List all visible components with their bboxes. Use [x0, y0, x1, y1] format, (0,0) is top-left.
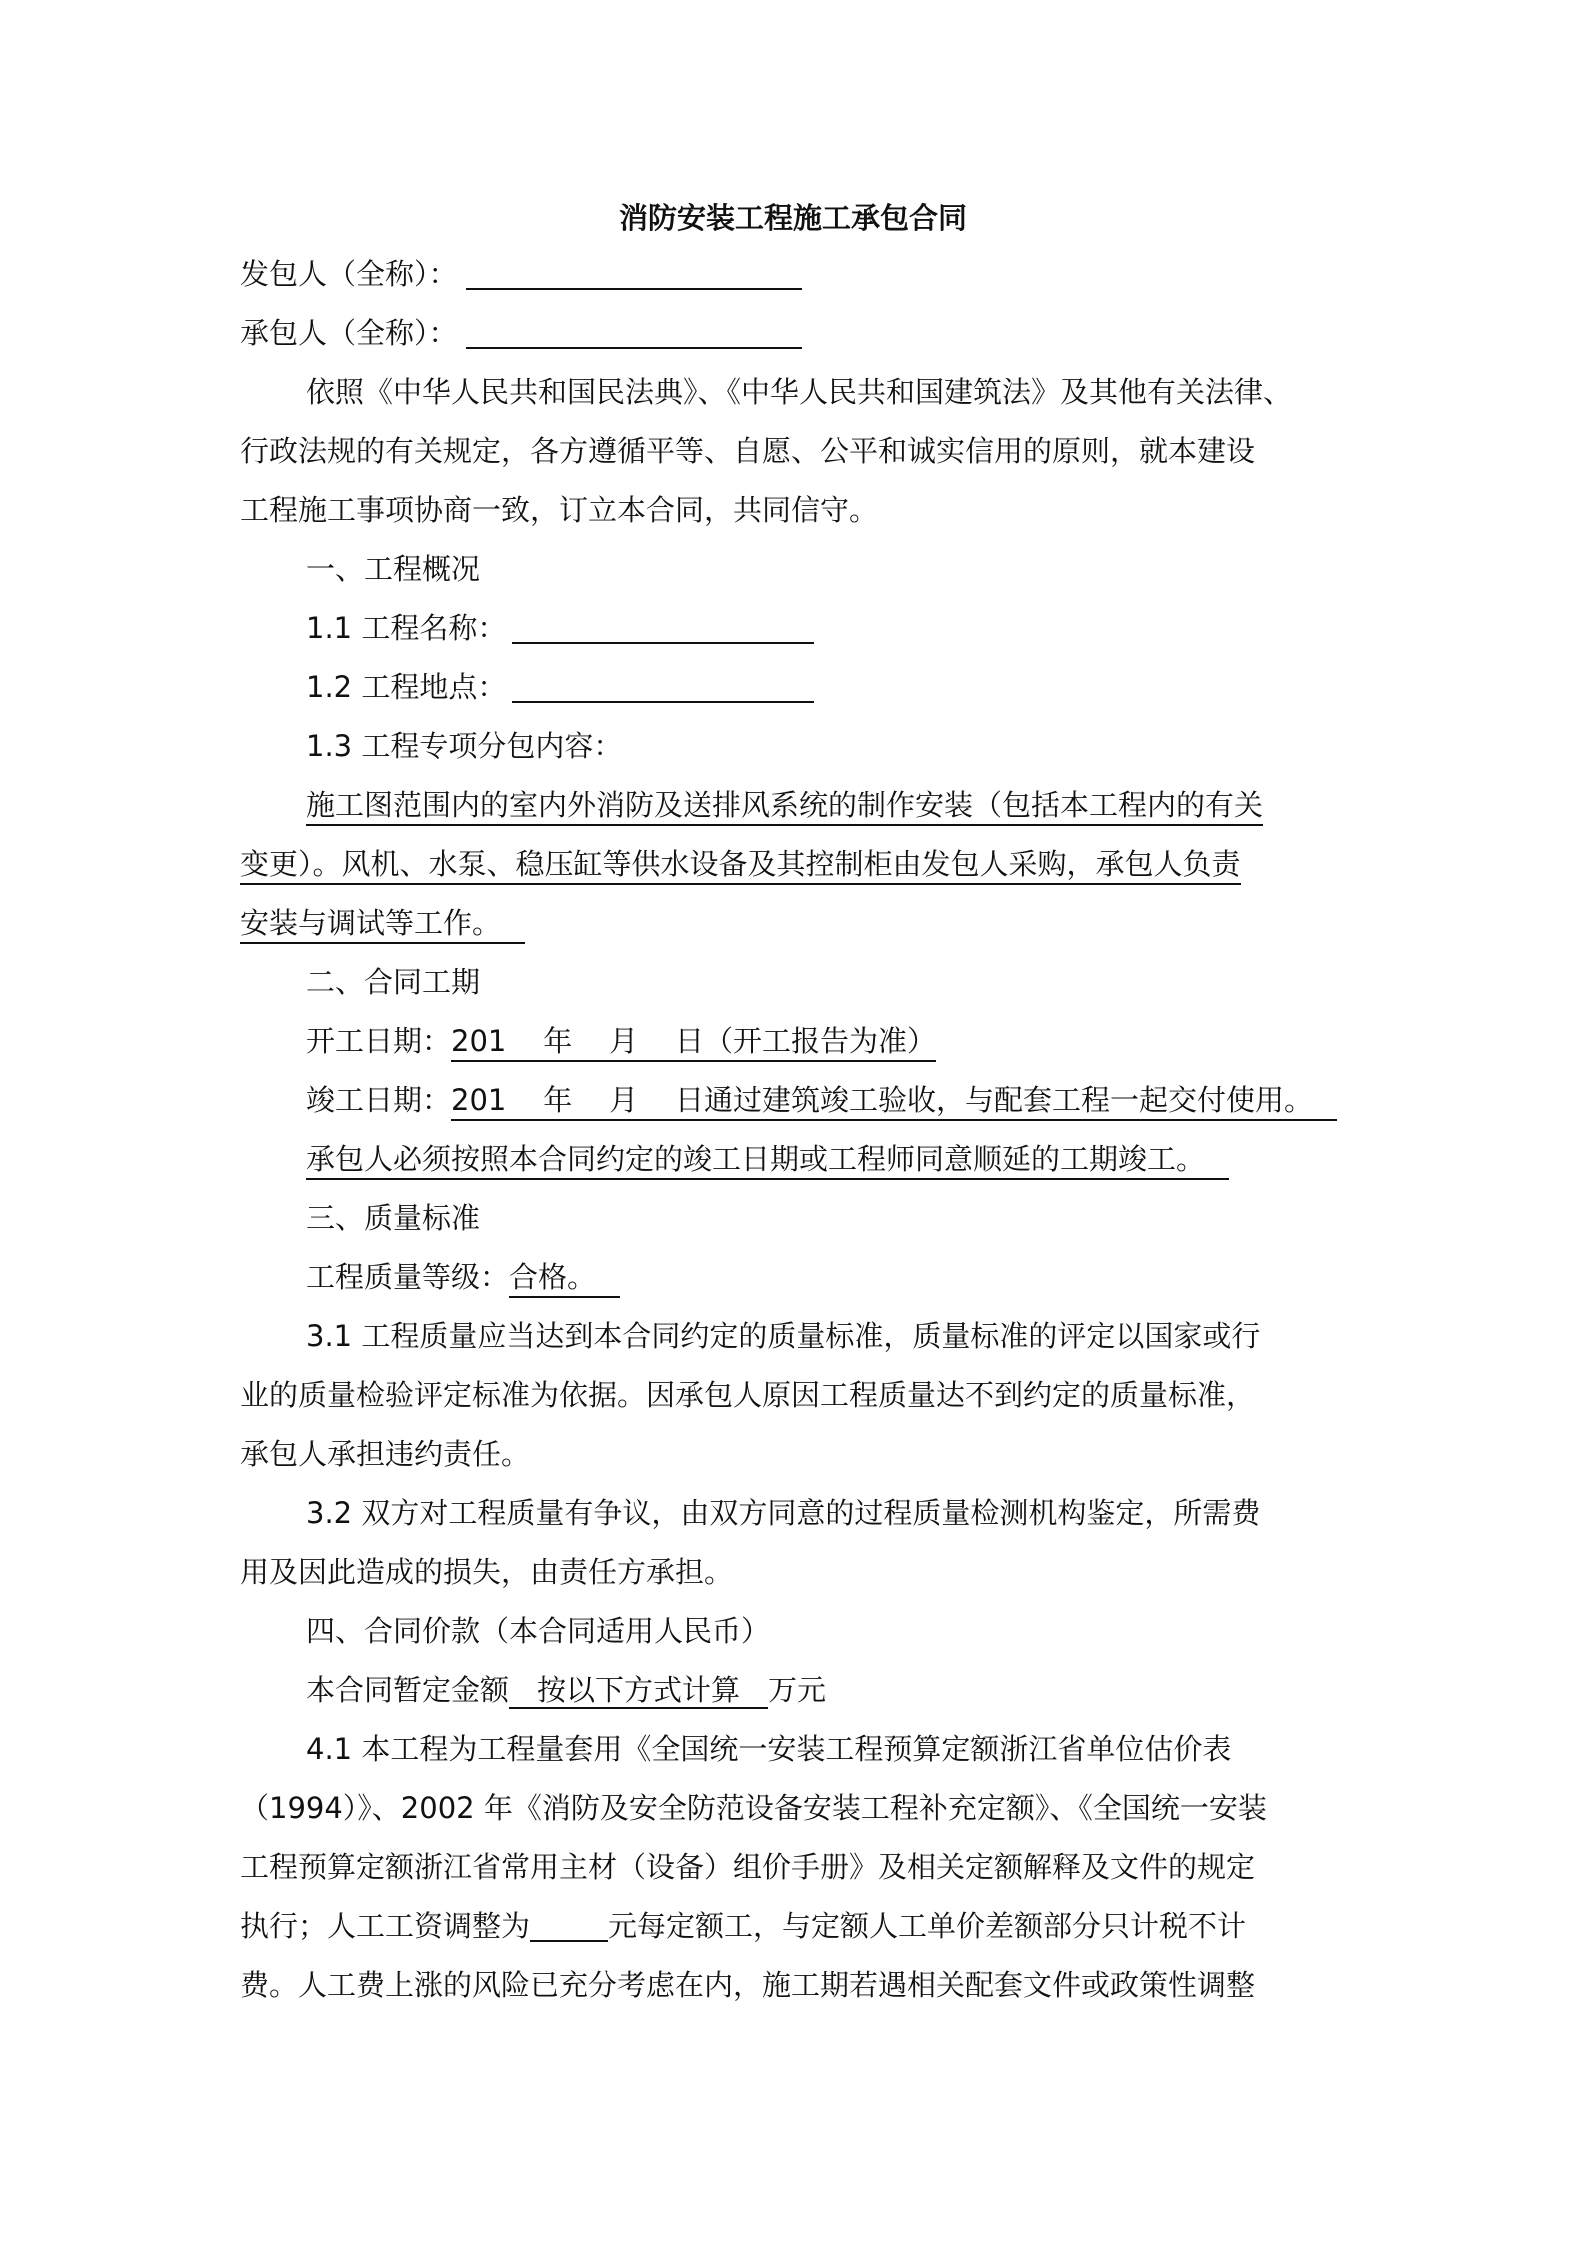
- section-4-heading: 四、合同价款（本合同适用人民币）: [306, 1614, 771, 1648]
- party-b-label: 承包人（全称）：: [240, 316, 458, 350]
- start-date-label: 开工日期：: [306, 1024, 452, 1058]
- quality-dispute-line: 3.2 双方对工程质量有争议，由双方同意的过程质量检测机构鉴定，所需费: [306, 1496, 1261, 1530]
- intro-line: 依照《中华人民共和国民法典》、《中华人民共和国建筑法》及其他有关法律、: [306, 375, 1293, 409]
- contract-amount-label: 本合同暂定金额: [306, 1673, 510, 1707]
- scope-line: [240, 903, 525, 943]
- party-a-row: [240, 254, 802, 294]
- start-date-value: 201 年 月 日（开工报告为准）: [451, 1024, 936, 1062]
- pricing-clause-line: 4.1 本工程为工程量套用《全国统一安装工程预算定额浙江省单位估价表: [306, 1732, 1232, 1766]
- end-date-label: 竣工日期：: [306, 1083, 452, 1117]
- end-date-value: 201 年 月 日通过建筑竣工验收，与配套工程一起交付使用。: [451, 1083, 1337, 1121]
- schedule-note: [306, 1139, 1229, 1179]
- start-date-row: [306, 1021, 936, 1061]
- intro-line: 行政法规的有关规定，各方遵循平等、自愿、公平和诚实信用的原则，就本建设: [240, 434, 1256, 468]
- pricing-clause-line: [240, 1906, 1246, 1946]
- pricing-clause-line: 工程预算定额浙江省常用主材（设备）组价手册》及相关定额解释及文件的规定: [240, 1850, 1256, 1884]
- document-title: 消防安装工程施工承包合同: [618, 201, 967, 235]
- quality-grade-row: [306, 1257, 620, 1297]
- contract-amount-row: [306, 1670, 826, 1710]
- project-location-row: [306, 667, 814, 707]
- contract-amount-value: 按以下方式计算: [509, 1673, 768, 1709]
- project-name-label: 1.1 工程名称：: [306, 611, 507, 645]
- section-2-heading: 二、合同工期: [306, 965, 481, 999]
- project-location-blank: [512, 667, 814, 703]
- wage-text-before: 执行；人工工资调整为: [240, 1909, 531, 1943]
- pricing-clause-line: 费。人工费上涨的风险已充分考虑在内，施工期若遇相关配套文件或政策性调整: [240, 1968, 1256, 2002]
- quality-clause-line: 承包人承担违约责任。: [240, 1437, 531, 1471]
- party-a-label: 发包人（全称）：: [240, 257, 458, 291]
- pricing-clause-line: （1994）》、2002 年《消防及安全防范设备安装工程补充定额》、《全国统一安装: [240, 1791, 1267, 1825]
- section-3-heading: 三、质量标准: [306, 1201, 481, 1235]
- project-name-row: [306, 608, 814, 648]
- project-name-blank: [512, 608, 814, 644]
- scope-line: [240, 844, 1241, 884]
- quality-grade-value: 合格。: [509, 1260, 620, 1298]
- quality-dispute-line: 用及因此造成的损失，由责任方承担。: [240, 1555, 734, 1589]
- quality-clause-line: 3.1 工程质量应当达到本合同约定的质量标准，质量标准的评定以国家或行: [306, 1319, 1261, 1353]
- section-1-heading: 一、工程概况: [306, 552, 481, 586]
- wage-text-after: 元每定额工，与定额人工单价差额部分只计税不计: [608, 1909, 1247, 1943]
- project-location-label: 1.2 工程地点：: [306, 670, 507, 704]
- scope-label: 1.3 工程专项分包内容：: [306, 729, 623, 763]
- scope-text: 安装与调试等工作。: [240, 906, 525, 944]
- intro-line: 工程施工事项协商一致，订立本合同，共同信守。: [240, 493, 879, 527]
- scope-text: 施工图范围内的室内外消防及送排风系统的制作安装（包括本工程内的有关: [306, 788, 1263, 826]
- party-b-blank: [466, 313, 802, 349]
- contract-amount-unit: 万元: [768, 1673, 827, 1707]
- scope-text: 变更）。风机、水泵、稳压缸等供水设备及其控制柜由发包人采购，承包人负责: [240, 847, 1241, 885]
- quality-clause-line: 业的质量检验评定标准为依据。因承包人原因工程质量达不到约定的质量标准，: [240, 1378, 1256, 1412]
- quality-grade-label: 工程质量等级：: [306, 1260, 510, 1294]
- wage-blank: [530, 1906, 608, 1942]
- party-b-row: [240, 313, 802, 353]
- party-a-blank: [466, 254, 802, 290]
- scope-line: [306, 785, 1263, 825]
- schedule-note-text: 承包人必须按照本合同约定的竣工日期或工程师同意顺延的工期竣工。: [306, 1142, 1229, 1180]
- end-date-row: [306, 1080, 1337, 1120]
